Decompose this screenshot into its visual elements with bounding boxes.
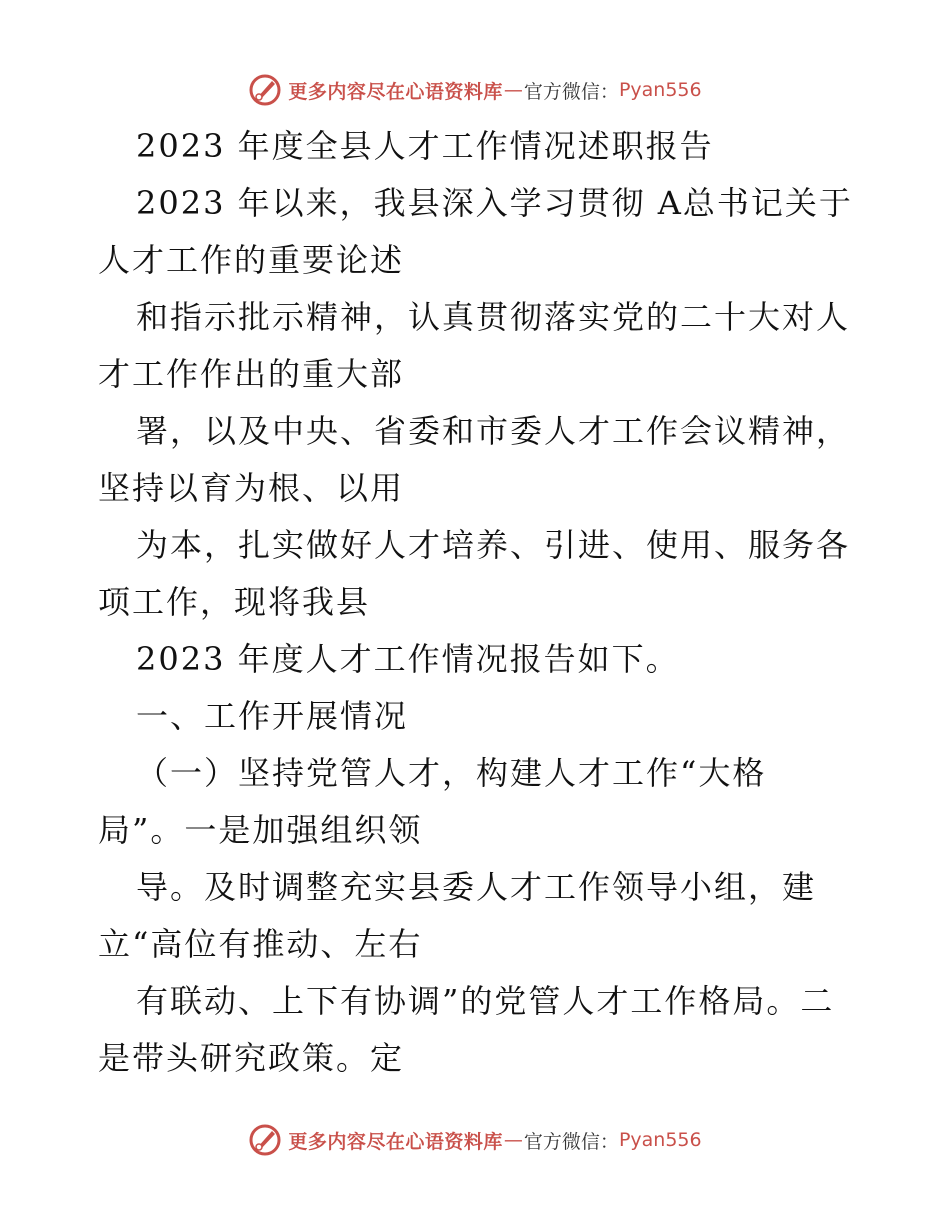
text-line: 导。及时调整充实县委人才工作领导小组，建 — [136, 868, 817, 906]
text-line: 一、工作开展情况 — [136, 697, 409, 735]
watermark-main-text: 更多内容尽在心语资料库 — [288, 1130, 503, 1153]
watermark-wechat-id: Pyan556 — [618, 1129, 702, 1151]
text-line: 人才工作的重要论述 — [98, 241, 405, 279]
text-line: 是带头研究政策。定 — [98, 1039, 405, 1077]
header-watermark — [0, 70, 950, 110]
watermark-official-label: 官方微信： — [523, 1130, 619, 1153]
footer-watermark — [0, 1120, 950, 1160]
watermark-separator: — — [503, 79, 523, 101]
watermark-wechat-id: Pyan556 — [618, 79, 702, 101]
quill-pen-logo-icon — [248, 73, 282, 107]
text-line: 局”。一是加强组织领 — [98, 811, 423, 849]
document-body — [98, 118, 858, 1087]
watermark-separator: — — [503, 1129, 523, 1151]
watermark-official-label: 官方微信： — [523, 80, 619, 103]
text-line: 2023 年度人才工作情况报告如下。 — [136, 640, 680, 678]
watermark-main-text: 更多内容尽在心语资料库 — [288, 80, 503, 103]
text-line: 2023 年度全县人才工作情况述职报告 — [136, 127, 714, 165]
text-line: 为本，扎实做好人才培养、引进、使用、服务各 — [136, 526, 851, 564]
text-line: 立“高位有推动、左右 — [98, 925, 423, 963]
text-line: 有联动、上下有协调”的党管人才工作格局。二 — [136, 982, 835, 1020]
quill-pen-logo-icon — [248, 1123, 282, 1157]
text-line: 署，以及中央、省委和市委人才工作会议精神， — [136, 412, 851, 450]
text-line: 和指示批示精神，认真贯彻落实党的二十大对人 — [136, 298, 851, 336]
text-line: 2023 年以来，我县深入学习贯彻 A总书记关于 — [136, 184, 853, 222]
text-line: 坚持以育为根、以用 — [98, 469, 405, 507]
text-line: 项工作，现将我县 — [98, 583, 371, 621]
text-line: （一）坚持党管人才，构建人才工作“大格 — [136, 754, 767, 792]
text-line: 才工作作出的重大部 — [98, 355, 405, 393]
